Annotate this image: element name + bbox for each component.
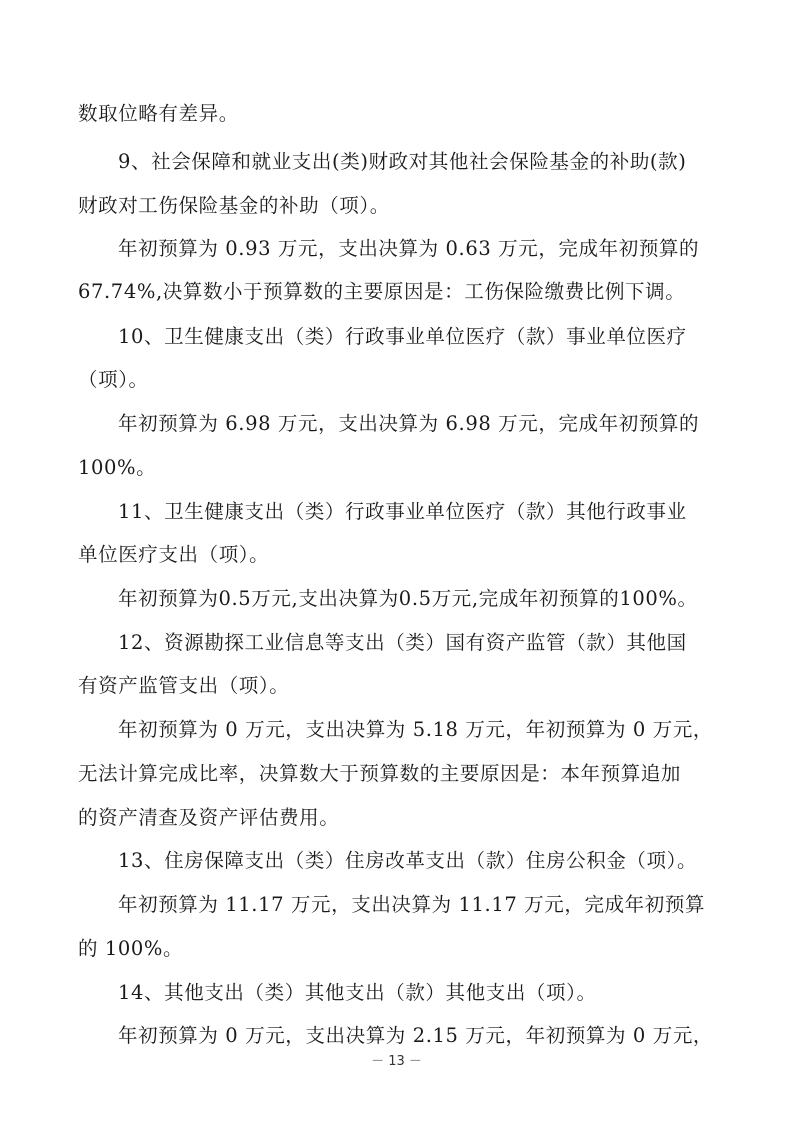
text-line: 13、住房保障支出（类）住房改革支出（款）住房公积金（项）。 [118,849,698,872]
text-line: 9、社会保障和就业支出(类)财政对其他社会保险基金的补助(款) [118,150,687,173]
text-line: 单位医疗支出（项）。 [78,543,270,566]
text-line: 年初预算为 0 万元，支出决算为 2.15 万元，年初预算为 0 万元， [118,1024,714,1047]
text-line: 年初预算为 11.17 万元，支出决算为 11.17 万元，完成年初预算 [118,893,706,916]
text-line: 财政对工伤保险基金的补助（项）。 [78,194,390,217]
text-line: 年初预算为 0.93 万元，支出决算为 0.63 万元，完成年初预算的 [118,237,700,260]
text-line: 的资产清查及资产评估费用。 [78,806,340,829]
text-line: 10、卫生健康支出（类）行政事业单位医疗（款）事业单位医疗 [118,325,687,348]
text-line: 67.74%,决算数小于预算数的主要原因是：工伤保险缴费比例下调。 [78,280,686,303]
text-line: 有资产监管支出（项）。 [78,674,290,697]
text-line: 数取位略有差异。 [78,102,239,125]
text-line: 100%。 [78,456,157,479]
text-line: 14、其他支出（类）其他支出（款）其他支出（项）。 [118,981,597,1004]
text-line: 年初预算为 0 万元，支出决算为 5.18 万元，年初预算为 0 万元， [118,718,714,741]
text-line: 的 100%。 [78,937,184,960]
page-number: － 13 － [371,1054,422,1069]
text-line: 年初预算为 6.98 万元，支出决算为 6.98 万元，完成年初预算的 [118,412,700,435]
text-line: 11、卫生健康支出（类）行政事业单位医疗（款）其他行政事业 [118,500,687,523]
text-line: 12、资源勘探工业信息等支出（类）国有资产监管（款）其他国 [118,631,687,654]
text-line: 无法计算完成比率，决算数大于预算数的主要原因是：本年预算追加 [78,762,682,785]
text-line: （项）。 [78,368,149,391]
text-line: 年初预算为0.5万元,支出决算为0.5万元,完成年初预算的100%。 [118,587,698,610]
